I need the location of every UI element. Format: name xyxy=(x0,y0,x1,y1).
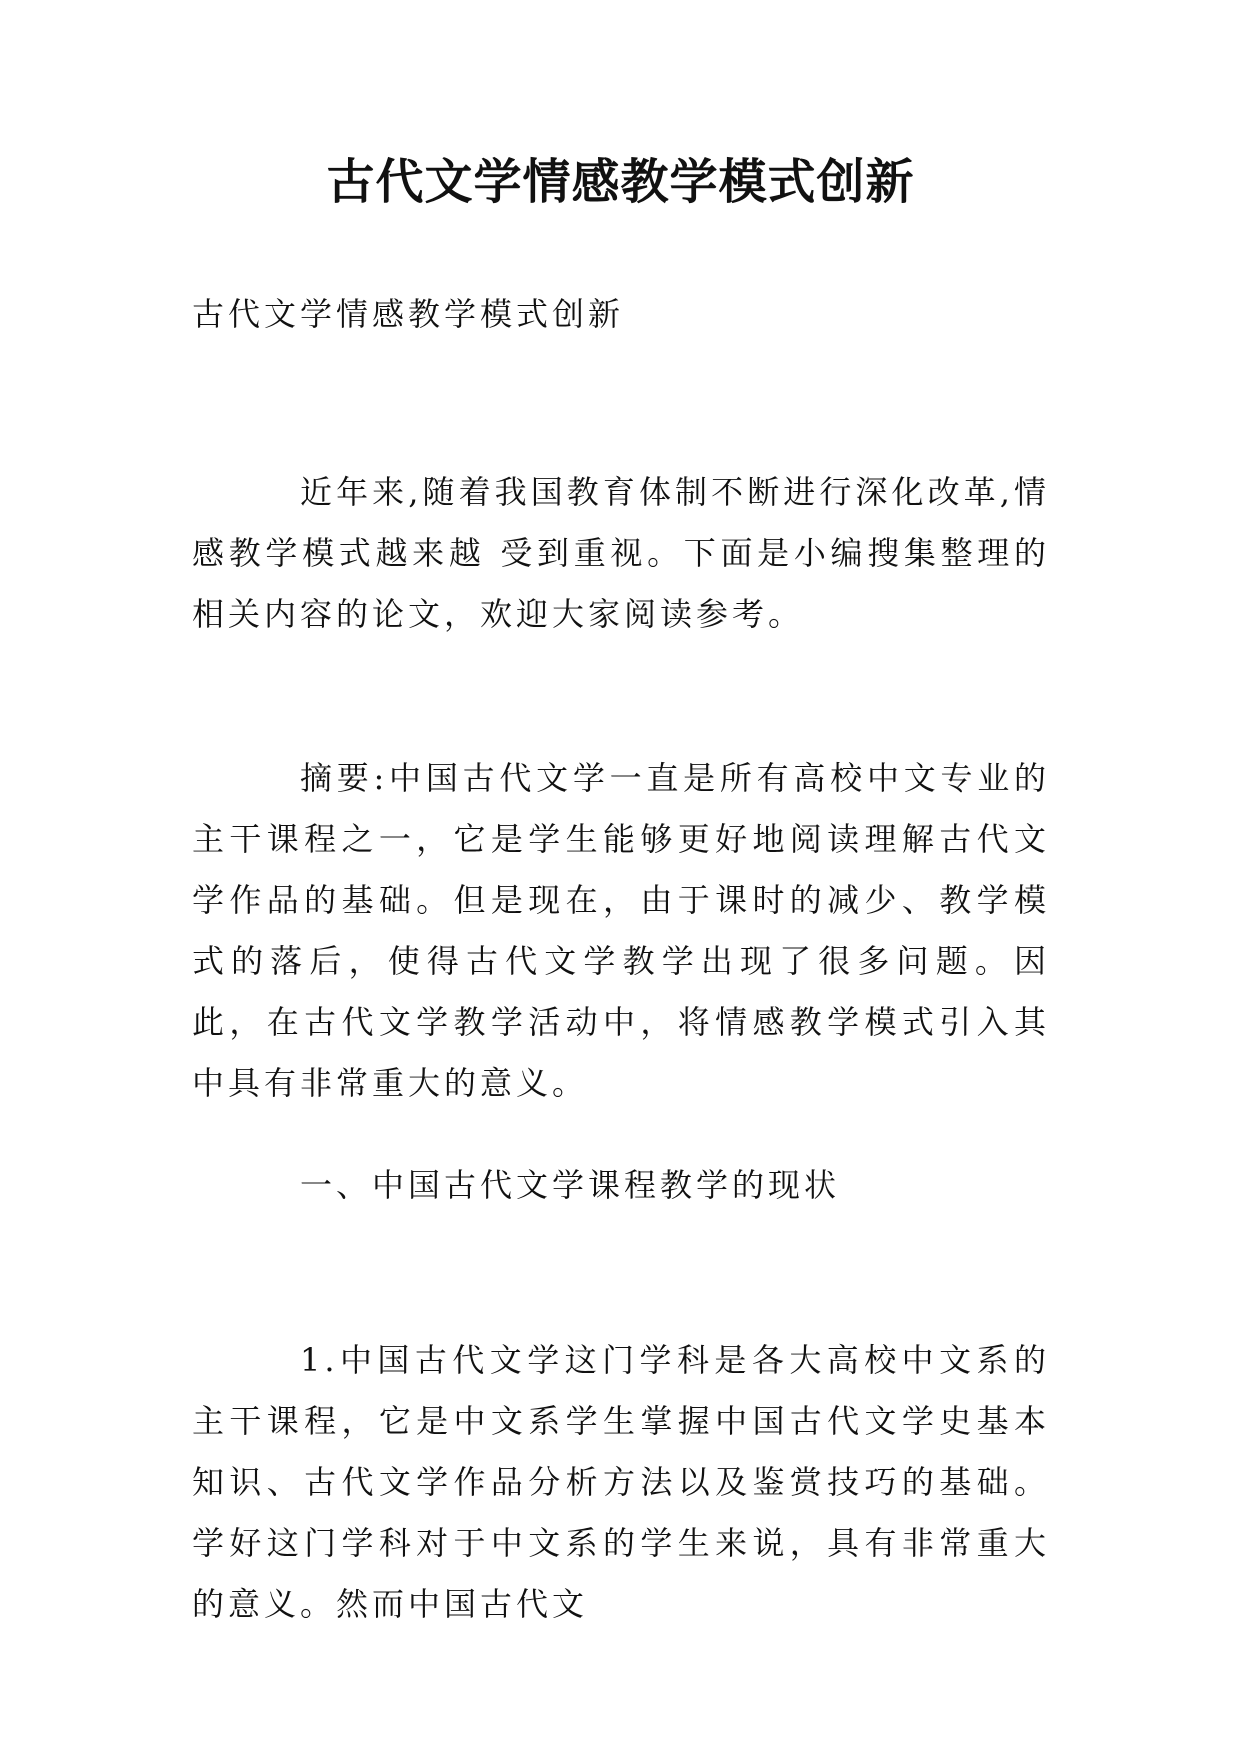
document-subtitle: 古代文学情感教学模式创新 xyxy=(192,295,625,333)
abstract-paragraph: 摘要:中国古代文学一直是所有高校中文专业的主干课程之一，它是学生能够更好地阅读理解古代文学作品的基础。但是现在，由于课时的减少、教学模式的落后，使得古代文学教学出现了很多问题。因此，在古代文学教学活动中，将情感教学模式引入其中具有非常重大的意义。 xyxy=(192,759,1050,1102)
document-title: 古代文学情感教学模式创新 xyxy=(326,154,915,210)
section-paragraph: 1.中国古代文学这门学科是各大高校中文系的主干课程，它是中文系学生掌握中国古代文学史基本知识、古代文学作品分析方法以及鉴赏技巧的基础。学好这门学科对于中文系的学生来说，具有非常重大的意义。然而中国古代文 xyxy=(192,1341,1050,1623)
section-heading: 一、中国古代文学课程教学的现状 xyxy=(300,1166,841,1204)
intro-paragraph: 近年来,随着我国教育体制不断进行深化改革,情感教学模式越来越 受到重视。下面是小编搜集整理的相关内容的论文，欢迎大家阅读参考。 xyxy=(192,473,1050,633)
